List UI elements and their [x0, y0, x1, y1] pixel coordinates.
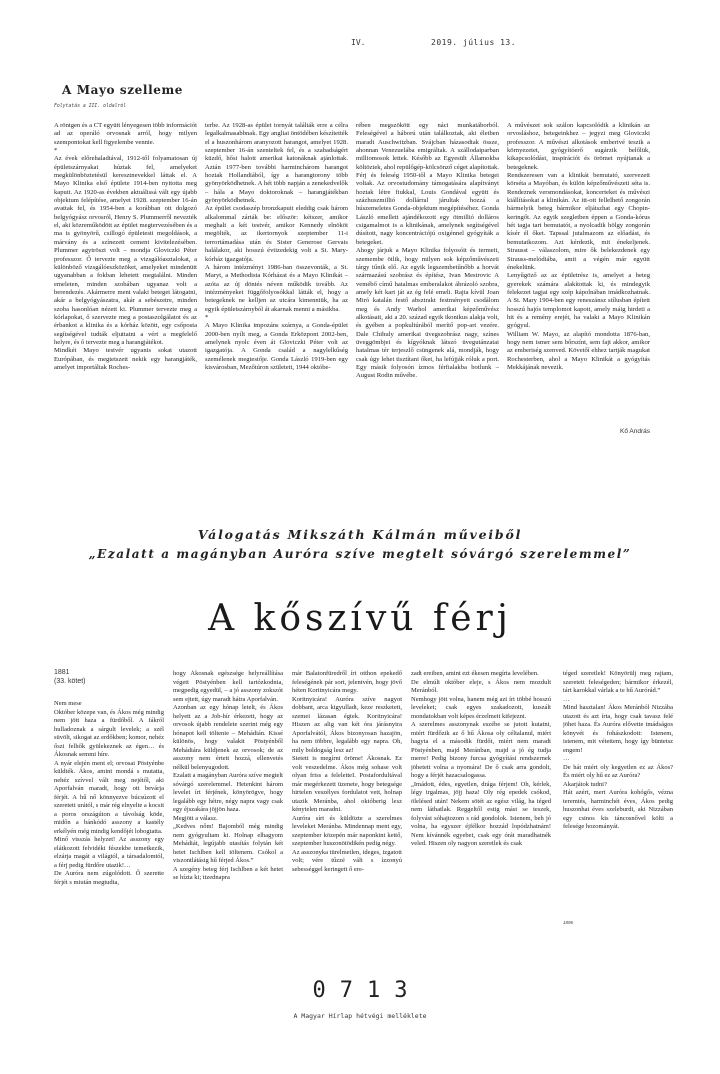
article-column-3: rében megszökött egy náci munkatáborból. Feleségével a háború után találkoztak, aki életben maradt Auschwitzban. Svájcban házasodtak össze, ahonnan Venezuelába emigráltak. A szállodaiparban milliomosok lettek. Később az Egyesült Államokba költöztek, ahol repülőgép-kölcsönző céget alapítottak. Férj és feleség 1950-től a Mayo Klinika betegei voltak. Az orvostudomány támogatására alapítványt hoztak létre fiukkal, Louis Gondával együtt és százhuszmillió dollárral járultak hozzá a húszemeletes Gonda-objektum megépítéséhez. Gonda László emellett ajándékozott egy ötmillió dolláros csigamalmot is a klinikának, amelynek segítségével dúsított, nagy koncentrációjú oxigénnel gyógyíták a betegeket. Ahogy járjuk a Mayo Klinika folyosóit és termeit, szemembe ötlik, hogy milyen sok képzőművészeti tárgy tűnik elő. Az egyik legszembetűnőbb a horvát származású szobrász és építész, Ivan Mestrovic A vemébő című hatalmas emberalakot ábrázoló szobra, amely két kart ját az ég felé emeli. Rajta kívül Joan Miró katalán festő absztrakt festményeit csodálom meg és Andy Warhol amerikai képzőművész alkotásait, aki a 20. század egyik ikonikus alakja volt, és gyében a popkultúrából merítő pop-art vezére. Dale Chihuly amerikai üvegszobrász nagy, színes üveggömbjei és kígyóknak látszó üvegutánzatai hatalmas tér terjeszlő csüngenek alá, mondják, hogy csak úgy lehet tisztítani őket, ha lefújják róluk a port. Egy másik folyosón ízmos férfialakba botlunk – August Rodin művébe.: [356, 122, 499, 380]
supplement-label: A Magyar Hírlap hétvégi melléklete: [293, 1012, 427, 1020]
feature-source: 1896: [563, 920, 574, 925]
feature-year: 1881: [54, 669, 70, 676]
feature-column-2: hogy Ákosnak egészsége helyreállítása végett Pöstyénben kell tartózkodnia, megpedig egyedül, – a jó asszony zokszót sem ejtett, úgy maradt hátra Aporfalván. Azonban az egy hónap letelt, és Ákos helyett az a Job-hír érkezett, hogy az orvosok újabb rendelete szerint még egy hónapot kell töltenie – Mehádián. Kissé különös, hogy valakit Pöstyénből Mehádiára küldjenek az orvosok; de az asszony nem értett hozzá, ellenvetés nélkül belenyugodott. Ezalatt a magányban Auróra szíve megtelt sóvárgó szerelemmel. Hetenkint három levelet írt férjének, könyörögve, hogy legalább egy hétre, négy napra vagy csak egy éjszakára jöjjön haza. Megjött a válasz. „Kedves nőm! Bajomból még mindig nem gyógyultam ki. Holnap elhagyom Mehádiát, legújabb utasítás folytán két hetet Ischlben kell töltenem. Csókol a viszontlátásig hű férjed Ákos.” A szegény beteg férj Ischlben a két hetet se hízta ki; tizednapra: [173, 670, 283, 881]
feature-column-3: már Balatonfüredről írt otthon epekedő feleségének pár sort, jelentvén, hogy jövő héten Koritnyicára megy. Koritnyicára! Auróra szíve nagyot dobbant, arca kigyulladt, keze reszketett, szemei lázasan égtek. Koritnyicára! Hiszen az alig van két óra járásnyira Aporfalvától, Ákos bizonyosan hazajön, ha nem többre, legalább egy napra. Oh, mily boldogság lesz az! Sietett is megírni öröme! Ákosnak. Ez volt veszedelme. Ákos még sohase volt olyan friss a feleletteI. Postafordultával már megérkezett üzenete, hogy betegsége hirtelen veszélyes fordulatot vett, holnap utazik Meránba, ahol októberig lesz kénytelen maradni. Auróra sírt és küldözte a szerelmes leveleket Meránba. Mindennap ment egy, szeptember közepén már naponkint kettő, szeptember huszonötödikén pedig négy. Az asszonyka türelmetlen, ideges, izgatott volt; vére tűzzé vált s ízzonyú sebességgel keringett ő ere-: [292, 670, 402, 873]
feature-column-1: Nem mese Október közepe van, és Ákos még mindig nem jött haza a fürdőből. A fákról hulladoznak a sárgult levelek; a szél süvölt, sikogat az erdőkben; komor, nehéz őszi felhők gyülekeznek az égen… és Ákosnak semmi híre. A nyár elején ment el; orvosai Pöstyénbe küldték. Ákos, amint mondá s mutatta, nehéz szívvel vált meg nejétől, aki Aporfalván maradt, hogy ott bevárja férjét. A hű nő könnyezve búcsúzott el szeretett urától, s már rég elnyelte a kocsit a poros országúton a távolság köde, midőn a bánkódó asszony a kastély erkélyén még mindig kendőjét lobogtatta. Minő visszás helyzet! Az asszony egy elátkozott felvidéki fészekbe temetkezik, elzárja magát a világtól, a társadalomtól, a férj pedig fürdőre utazik!… De Auróra nem zúgolódott. Ő szerette férjét s miután megtudta,: [54, 700, 164, 886]
feature-kicker: Válogatás Mikszáth Kálmán műveiből: [197, 527, 523, 542]
feature-volume: (33. kötet): [54, 678, 86, 685]
feature-column-4: zadt ereiben, amint ezt ékesen megírta levelében. De elmúlt október eleje, s Ákos nem mozdult Meránból. Nemhogy jött volna, hanem még azt írt többé hosszú leveleket; csak egyes szakadozott, kuszált mondatokban volt képes érzelmeit kifejezni. A szerelmes asszonynak eszébe se jutott kutatni, miért fürdőzik az ő hű Ákosa oly céltalanul, miért hagyta el a második fürdőt, miért nem maradt Pöstyénben, majd Meránban, majd a jó ég tudja merre! Pedig bizony furcsa gyógyítási rendszernek jöhetett volna a nyomára! De ő csak arra gondolt, hogy a férjét hazacsalogassa. „Imádott, édes, egyetlen, drága férjem! Oh, kérlek, légy irgalmas, jöjj haza! Oly rég epedek csókod, ölelésed után! Nekem sötét az egész világ, ha téged nem láthatlak. Reggeltől estig mást se teszek, folyvást sóhajtozom s rád gondolok. Istenem, beh jó volna, ha egyszer éjfélkor hozzád lopódzhatnám! Nem kívánnék egyebet, csak egy órát maradhatnék veled. Hiszen oly nagyon szeretlek és csak: [411, 670, 551, 847]
article-title: A Mayo szelleme: [62, 83, 183, 97]
page-number: 0713: [312, 978, 422, 1003]
page-label: IV.: [351, 38, 366, 47]
feature-subtitle: „Ezalatt a magányban Auróra szíve megtelt sóvárgó szerelemmel”: [88, 547, 632, 561]
feature-column-5: téged szeretlek! Könyörülj meg rajtam, szeretett feleségeden; bármikor érkezél, tárt karokkal várlak a te hű Aurórád.” … Mind hasztalan! Ákos Meránból Nizzába utazott és azt írta, hogy csak tavasz felé jöhet haza. És Auróra elővette imádságos könyvét és fohászkodott: Istenem, istenem, mit vétettem, hogy így büntetsz engem! … De hát miért oly kegyetlen ez az Ákos? És miért oly hű ez az Auróra? Akarjátok tudni? Hát azért, mert Auróra kohógős, vézna teremtés, harminchét éves, Ákos pedig huszonhat éves szeleburdi, aki Nizzában egy csinos kis táncosnővel költi a felesége hozományát.: [563, 670, 673, 830]
article-column-4: A művészet sok szálon kapcsolódik a klinikán az orvosláshoz, betegeinkhez – jegyzi meg Gloviczki professzor. A művészi alkotások emberivé teszik a környezetet, gyógyítóerő sugárzik belőlük, kikapcsolódást, inspirációt és örömet nyújtanak a betegeknek. Rendszeresen van a klinikát bemutató, szervezett körséta a Mayóban, és külön képzőművészeti séta is. Rendeznek versmondásokat, koncerteket és művészi kiállításokat a klinikán. Az itt-ott fellelhető zongorán bármelyik beteg bármikor eljátszhat egy Chopin-keringőt. Az egyik szegletben éppen a Gonda-kórus hét tagja tart bemutatót, a nyolcadik hölgy zongorán kísér él őket. Tapssal jutalmazom az előadást, és bemutatkozom. Azt kérdezik, mit énekeljenek. Strausst – válaszolom, mire ők belekezdenek egy Strauss-melódiába, amit a végén már együtt énekelünk. Lenyűgöző az az épületrész is, amelyet a beteg gyerekek számára alakítottak ki, és mindegyik felekezet tagjai egy szép kápolnában imádkozhatnak. A St. Mary 1904-ben egy reneszánsz stílusban épített hosszú hajós templomot kapott, amely máig hirdeti a hit és a remény erejét, ha valaki a Mayo Klinikán gyógyul. William W. Mayo, az alapító mondotta 1876-ban, hogy nem ismer sem bőrszínt, sem fajt akkor, amikor az emberiség szenved. Követőí ehhez tartják magukat Rochesterben, ahol a Mayo Klinikát a gyógyítás Mekkájának nevezik.: [507, 122, 650, 371]
article-column-2: terbe. Az 1928-as épület tornyát találták erre a célra legalkalmasabbnak. Egy angliai öntödében készítették el a huszonhárom aranyozott harangot, amelyet 1928. szeptember 16-án szenteltek fel, és a szabadságért küzdő, hősi halott amerikai katonáknak ajánlottak. Aztán 1977-ben további harminchárom harangot hoztak Hollandiából, így a harangtorony több gyönyörködhetnek. A hét több napján a zenekedvelők – hála a Mayo doktoroknak – harangjátékban gyönyörködhetnek. Az épület csodaszép bronzkapuit eleddig csak három alkalommal zárták be: először: kétszer, amikor meghalt a két testvér, amikor Kennedy elnököt megölték, az ikertornyok szeptember 11-i terrortámadása után és Sister Generose Gervais halálakor, aki hosszú évtizedekig volt a St. Mary-kórház igazgatója. A három intézményt 1986-ban összevonták, a St. Maryt, a Methodista Kórházat és a Mayo Klinikát – azóta az új döntés néven működik tovább. Az intézményeket függőfolyosókkal látták el, hogy a betegeknek ne kelljen az utcára kimenniük, ha az egyik épületszárnyból át akarnak menni a másikba. * A Mayo Klinika impozáns szárnya, a Gonda-épület 2000-ben nyílt meg, a Gonda Erközpont 2002-ben, amelynek nyolc éven át Gloviczki Péter volt az igazgatója. A Gonda család a nagylelkűség személenek megtestője. Gonda László 1919-ben egy kisvárosban, Mezőtúron született, 1944 októbe-: [205, 122, 348, 371]
continuation-note: Folytatás a III. oldalról: [54, 104, 127, 109]
feature-title: A kőszívű férj: [208, 598, 512, 639]
article-signature: Kő András: [620, 428, 650, 435]
article-column-1: A röntgen és a CT együtt lényegesen több információt ad az operáló orvosnak arról, hogy milyen szempontokat kell figyelembe vennie. * Az évek előrehaladtával, 1912-től folyamatosan új épületszárnyakat húztak fel, amelyeket megkülönböztetésül keresztnevekkel láttak el. A Mayo Klinika első épülete 1914-ben nyitotta meg kapuit. Az 1920-as években aktuálissá vált egy újabb objektum felépítése, amelyet 1928. szeptember 16-án avattak fel, és 1954-ben a korábban ott dolgozó belgyógyász orvosról, Henry S. Plummerről nevezték el, aki közreműködött az épület megtervezésében és a ma is gyönyörű, csillogó épületesti megoldások, a márvány és a színezett cement kivitelezésében. Plummer agytröszt volt – mondja Gloviczki Péter professzor. Ő tervezte meg a vizsgálóasztalokat, a különböző vizsgálóeszközöket, amelyeket mindenütt ugyanabban a fokban lehetett megtalálni. Minden emeleten, minden szobában ugyanaz volt a berendezés. Akármerre ment valaki beteget látogatni, akár a belgyógyászatra, akár a sebészetre, minden szoba hasonlóan nézett ki. Plummer tervezte meg a kórlapokat, ő szervezte meg a postaszolgálatot és az érbankot a klinika és a kórház között, egy csőposta segítségével tudták eljuttatni a vért a megfelelő helyre, és ő tervezte meg a harangjátékot. Mindkét Mayo testvér ugyanis sokat utazott Európában, és megtetszett nekik egy harangjáték, amelyet importáltak Roches-: [54, 122, 197, 371]
issue-date: 2019. július 13.: [431, 38, 517, 47]
